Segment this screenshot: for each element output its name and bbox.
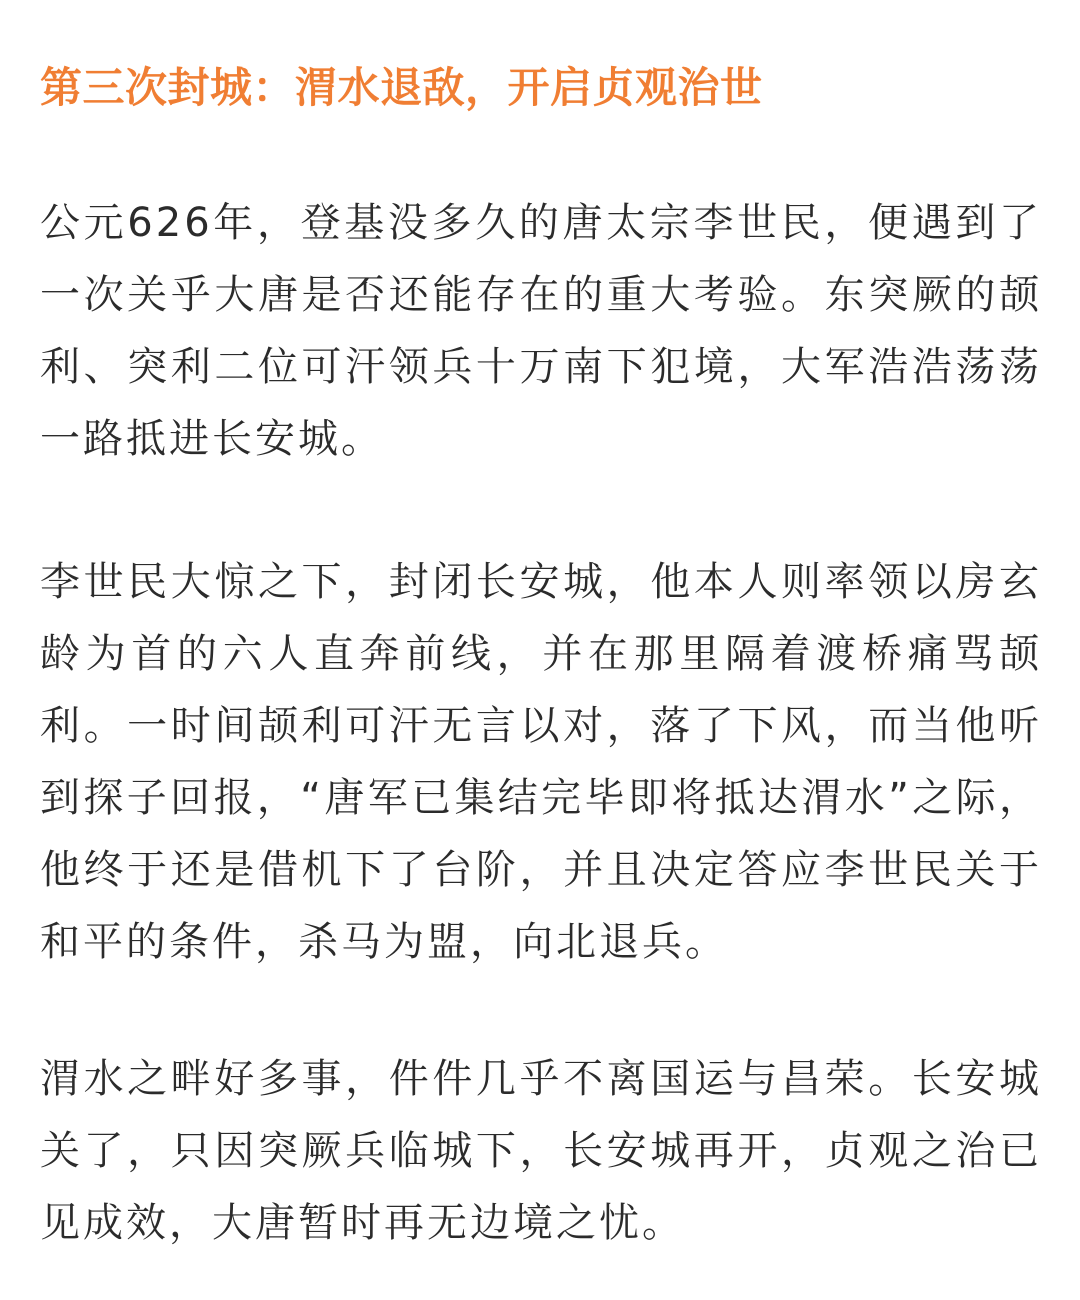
paragraph-3: 渭水之畔好多事，件件几乎不离国运与昌荣。长安城关了，只因突厥兵临城下，长安城再开，贞观之治已见成效，大唐暂时再无边境之忧。: [40, 1056, 1042, 1246]
paragraph-2: 李世民大惊之下，封闭长安城，他本人则率领以房玄龄为首的六人直奔前线，并在那里隔着渡桥痛骂颉利。一时间颉利可汗无言以对，落了下风，而当他听到探子回报，“唐军已集结完毕即将抵达渭水”之际，他终于还是借机下了台阶，并且决定答应李世民关于和平的条件，杀马为盟，向北退兵。: [40, 559, 1042, 965]
section-heading: 第三次封城：渭水退敌，开启贞观治世: [40, 63, 763, 112]
paragraph-1: 公元626年，登基没多久的唐太宗李世民，便遇到了一次关乎大唐是否还能存在的重大考验。东突厥的颉利、突利二位可汗领兵十万南下犯境，大军浩浩荡荡一路抵进长安城。: [40, 200, 1042, 462]
